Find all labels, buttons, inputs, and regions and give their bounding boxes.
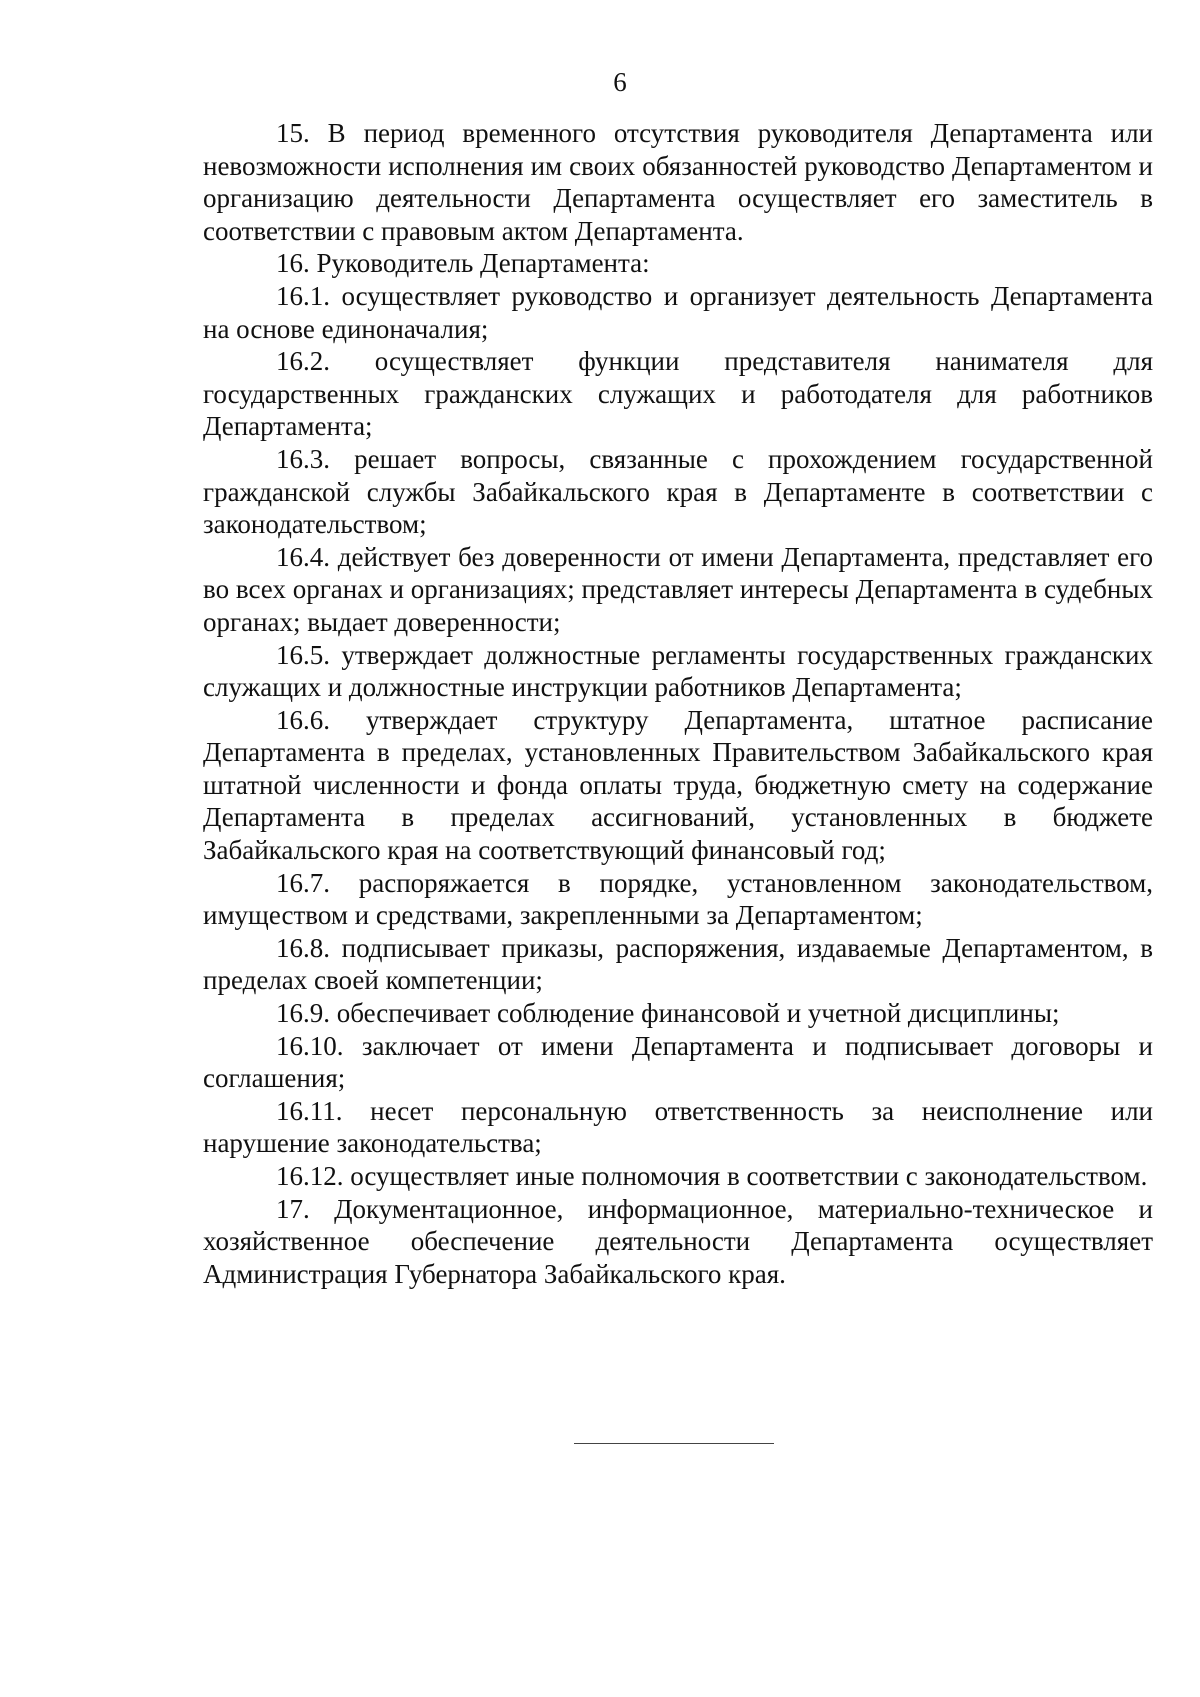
paragraph-16-1: 16.1. осуществляет руководство и организует деятельность Департамента на основе единоначалия; xyxy=(203,280,1153,344)
paragraph-16-8: 16.8. подписывает приказы, распоряжения, издаваемые Департаментом, в пределах своей компетенции; xyxy=(203,932,1153,996)
end-separator-line xyxy=(574,1443,774,1444)
paragraph-17: 17. Документационное, информационное, материально-техническое и хозяйственное обеспечение деятельности Департамента осуществляет Администрация Губернатора Забайкальского края. xyxy=(203,1193,1153,1289)
paragraph-16-5: 16.5. утверждает должностные регламенты государственных гражданских служащих и должностные инструкции работников Департамента; xyxy=(203,639,1153,703)
paragraph-16-7: 16.7. распоряжается в порядке, установленном законодательством, имуществом и средствами, закрепленными за Департаментом; xyxy=(203,867,1153,931)
paragraph-16-10: 16.10. заключает от имени Департамента и подписывает договоры и соглашения; xyxy=(203,1030,1153,1094)
document-body xyxy=(203,117,1153,1290)
paragraph-16-2: 16.2. осуществляет функции представителя нанимателя для государственных гражданских служащих и работодателя для работников Департамента; xyxy=(203,346,1153,442)
paragraph-16-12: 16.12. осуществляет иные полномочия в соответствии с законодательством. xyxy=(276,1161,1148,1191)
paragraph-16-3: 16.3. решает вопросы, связанные с прохождением государственной гражданской службы Забайкальского края в Департаменте в соответствии с законодательством; xyxy=(203,443,1153,540)
paragraph-16: 16. Руководитель Департамента: xyxy=(276,248,650,279)
paragraph-16-9: 16.9. обеспечивает соблюдение финансовой и учетной дисциплины; xyxy=(276,998,1060,1029)
paragraph-16-11: 16.11. несет персональную ответственность за неисполнение или нарушение законодательства; xyxy=(203,1095,1153,1159)
paragraph-16-6: 16.6. утверждает структуру Департамента, штатное расписание Департамента в пределах, установленных Правительством Забайкальского края штатной численности и фонда оплаты труда, бюджетную смету на содержание Департамента в пределах ассигнований, установленных в бюджете Забайкальского края на соответствующий финансовый год; xyxy=(203,704,1153,866)
page-number: 6 xyxy=(613,67,627,97)
paragraph-16-4: 16.4. действует без доверенности от имени Департамента, представляет его во всех органах и организациях; представляет интересы Департамента в судебных органах; выдает доверенности; xyxy=(203,541,1153,637)
paragraph-15: 15. В период временного отсутствия руководителя Департамента или невозможности исполнения им своих обязанностей руководство Департаментом и организацию деятельности Департамента осуществляет его заместитель в соответствии с правовым актом Департамента. xyxy=(203,118,1153,246)
